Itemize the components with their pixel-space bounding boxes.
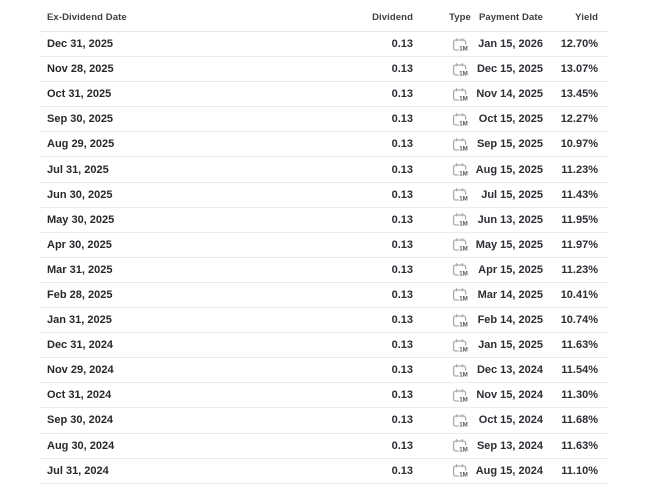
payment-date-cell: Mar 14, 2025 — [477, 288, 543, 301]
yield-cell: 11.63% — [561, 439, 598, 452]
yield-cell: 11.54% — [561, 364, 598, 377]
calendar-1m-icon — [452, 212, 468, 227]
payment-date-cell: Dec 13, 2024 — [476, 364, 543, 377]
type-icon-label: 1M — [459, 321, 468, 328]
type-icon-label: 1M — [459, 421, 468, 428]
dividend-cell: 0.13 — [391, 414, 413, 427]
table-row — [40, 258, 608, 283]
calendar-1m-icon — [452, 413, 468, 428]
yield-cell: 10.97% — [560, 138, 598, 151]
ex-dividend-date-cell: Jul 31, 2024 — [47, 464, 109, 477]
payment-date-cell: Nov 14, 2025 — [476, 88, 543, 101]
ex-dividend-date-cell: Oct 31, 2025 — [47, 88, 112, 101]
calendar-1m-icon — [452, 463, 468, 478]
ex-dividend-date-cell: Mar 31, 2025 — [47, 263, 113, 276]
column-header-dividend: Dividend — [372, 11, 413, 23]
calendar-1m-icon — [452, 62, 468, 77]
table-row — [40, 333, 608, 358]
ex-dividend-date-cell: Nov 29, 2024 — [47, 364, 114, 377]
type-icon-label: 1M — [459, 145, 468, 152]
payment-date-cell: Sep 13, 2024 — [476, 439, 543, 452]
calendar-1m-icon — [452, 262, 468, 277]
table-row — [40, 82, 608, 107]
type-icon-label: 1M — [459, 446, 468, 454]
table-row — [40, 459, 608, 484]
type-icon-label: 1M — [459, 70, 468, 77]
type-icon-label: 1M — [459, 45, 468, 52]
calendar-1m-icon — [452, 162, 468, 177]
table-row — [40, 283, 608, 308]
type-icon-label: 1M — [459, 95, 468, 102]
ex-dividend-date-cell: Jun 30, 2025 — [47, 188, 113, 201]
dividend-cell: 0.13 — [391, 288, 413, 301]
table-row — [40, 383, 608, 408]
dividend-cell: 0.13 — [391, 113, 413, 126]
ex-dividend-date-cell: Sep 30, 2025 — [47, 113, 114, 126]
payment-date-cell: Nov 15, 2024 — [476, 389, 543, 402]
payment-date-cell: Oct 15, 2025 — [478, 113, 543, 126]
dividend-cell: 0.13 — [391, 63, 413, 76]
payment-date-cell: Apr 15, 2025 — [478, 263, 543, 276]
dividend-cell: 0.13 — [391, 238, 413, 251]
table-row — [40, 358, 608, 383]
dividend-cell: 0.13 — [391, 213, 413, 226]
type-icon-label: 1M — [459, 120, 468, 127]
yield-cell: 11.10% — [561, 464, 598, 477]
ex-dividend-date-cell: Dec 31, 2025 — [47, 38, 114, 51]
payment-date-cell: Feb 14, 2025 — [477, 314, 543, 327]
ex-dividend-date-cell: Aug 30, 2024 — [47, 439, 115, 452]
dividend-cell: 0.13 — [391, 439, 413, 452]
type-icon-label: 1M — [459, 296, 468, 303]
type-icon-label: 1M — [459, 270, 468, 278]
dividend-cell: 0.13 — [391, 339, 413, 352]
yield-cell: 11.30% — [561, 389, 598, 402]
payment-date-cell: Aug 15, 2025 — [475, 163, 543, 176]
ex-dividend-date-cell: Apr 30, 2025 — [47, 238, 112, 251]
ex-dividend-date-cell: Dec 31, 2024 — [47, 339, 114, 352]
dividend-cell: 0.13 — [391, 263, 413, 276]
yield-cell: 13.45% — [560, 88, 598, 101]
dividend-cell: 0.13 — [391, 138, 413, 151]
table-row — [40, 132, 608, 157]
dividend-cell: 0.13 — [391, 464, 413, 477]
calendar-1m-icon — [452, 87, 468, 102]
yield-cell: 11.68% — [561, 414, 598, 427]
ex-dividend-date-cell: Jan 31, 2025 — [47, 314, 112, 327]
yield-cell: 11.23% — [561, 163, 598, 176]
calendar-1m-icon — [452, 37, 468, 52]
table-row — [40, 208, 608, 233]
calendar-1m-icon — [452, 363, 468, 378]
dividend-cell: 0.13 — [391, 88, 413, 101]
yield-cell: 12.27% — [560, 113, 598, 126]
ex-dividend-date-cell: Jul 31, 2025 — [47, 163, 109, 176]
type-icon-label: 1M — [459, 220, 468, 228]
table-row — [40, 233, 608, 258]
payment-date-cell: Dec 15, 2025 — [476, 63, 543, 76]
payment-date-cell: Jan 15, 2025 — [478, 339, 543, 352]
calendar-1m-icon — [452, 388, 468, 403]
yield-cell: 11.43% — [561, 188, 598, 201]
calendar-1m-icon — [452, 313, 468, 328]
payment-date-cell: Jun 13, 2025 — [477, 213, 543, 226]
column-header-ex-dividend-date: Ex-Dividend Date — [47, 11, 127, 23]
dividend-cell: 0.13 — [391, 389, 413, 402]
table-row — [40, 57, 608, 82]
type-icon-label: 1M — [459, 195, 468, 203]
dividend-cell: 0.13 — [391, 314, 413, 327]
yield-cell: 11.63% — [561, 339, 598, 352]
payment-date-cell: Jul 15, 2025 — [481, 188, 543, 201]
table-row — [40, 157, 608, 182]
calendar-1m-icon — [452, 237, 468, 252]
column-header-type: Type — [449, 11, 471, 23]
calendar-1m-icon — [452, 438, 468, 453]
payment-date-cell: Aug 15, 2024 — [475, 464, 543, 477]
yield-cell: 11.23% — [561, 263, 598, 276]
ex-dividend-date-cell: Feb 28, 2025 — [47, 288, 113, 301]
table-row — [40, 434, 608, 459]
type-icon-label: 1M — [459, 346, 468, 353]
ex-dividend-date-cell: Aug 29, 2025 — [47, 138, 115, 151]
table-row — [40, 107, 608, 132]
ex-dividend-date-cell: Oct 31, 2024 — [47, 389, 112, 402]
table-row — [40, 32, 608, 57]
calendar-1m-icon — [452, 137, 468, 152]
yield-cell: 10.41% — [560, 288, 598, 301]
dividend-cell: 0.13 — [391, 188, 413, 201]
payment-date-cell: Jan 15, 2026 — [478, 38, 543, 51]
calendar-1m-icon — [452, 112, 468, 127]
yield-cell: 11.97% — [561, 238, 598, 251]
payment-date-cell: May 15, 2025 — [475, 238, 543, 251]
type-icon-label: 1M — [459, 170, 468, 178]
table-row — [40, 308, 608, 333]
calendar-1m-icon — [452, 287, 468, 302]
payment-date-cell: Oct 15, 2024 — [478, 414, 543, 427]
dividend-cell: 0.13 — [391, 38, 413, 51]
yield-cell: 13.07% — [560, 63, 598, 76]
type-icon-label: 1M — [459, 371, 468, 378]
ex-dividend-date-cell: May 30, 2025 — [47, 213, 115, 226]
calendar-1m-icon — [452, 187, 468, 202]
table-row — [40, 408, 608, 433]
yield-cell: 10.74% — [560, 314, 598, 327]
yield-cell: 12.70% — [560, 38, 598, 51]
ex-dividend-date-cell: Nov 28, 2025 — [47, 63, 114, 76]
dividend-cell: 0.13 — [391, 163, 413, 176]
payment-date-cell: Sep 15, 2025 — [476, 138, 543, 151]
yield-cell: 11.95% — [561, 213, 598, 226]
type-icon-label: 1M — [459, 245, 468, 253]
type-icon-label: 1M — [459, 396, 468, 403]
ex-dividend-date-cell: Sep 30, 2024 — [47, 414, 114, 427]
column-header-payment-date: Payment Date — [478, 11, 543, 23]
type-icon-label: 1M — [459, 471, 468, 479]
calendar-1m-icon — [452, 338, 468, 353]
table-header-row — [40, 0, 608, 32]
table-row — [40, 183, 608, 208]
dividend-history-table — [40, 0, 608, 484]
table-body — [40, 32, 608, 484]
column-header-yield: Yield — [575, 11, 598, 23]
dividend-cell: 0.13 — [391, 364, 413, 377]
